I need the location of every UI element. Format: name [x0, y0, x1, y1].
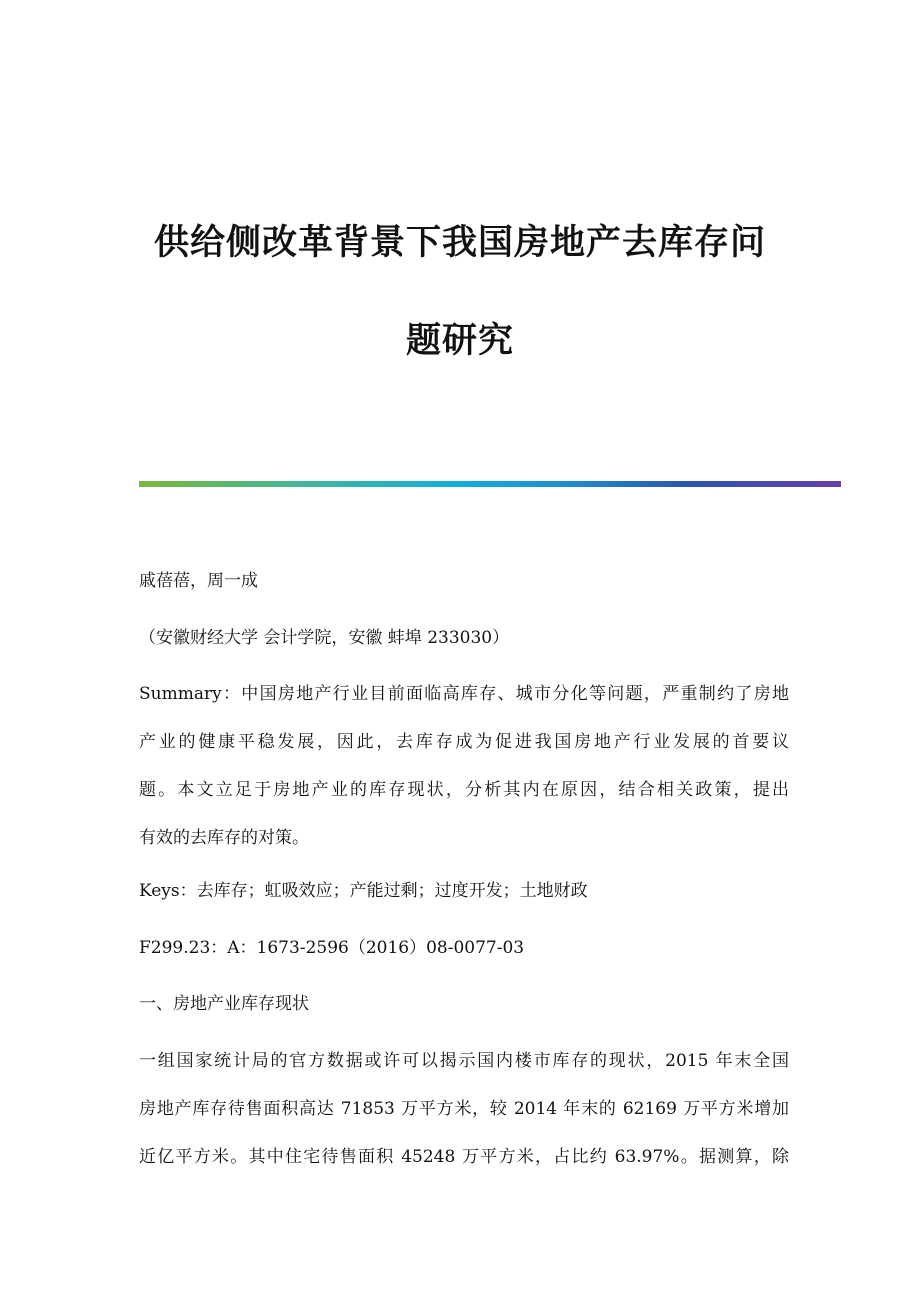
body-line: 房地产库存待售面积高达 71853 万平方米，较 2014 年末的 62169 万平方米增加	[139, 1099, 789, 1119]
keywords: Keys：去库存；虹吸效应；产能过剩；过度开发；土地财政	[139, 881, 588, 901]
paper-title-line-2: 题研究	[405, 320, 514, 361]
title-divider	[139, 481, 841, 487]
section-body-paragraph	[139, 1050, 789, 1168]
authors: 戚蓓蓓，周一成	[139, 571, 258, 591]
summary-paragraph	[139, 683, 789, 849]
body-line: 一组国家统计局的官方数据或许可以揭示国内楼市库存的现状，2015 年末全国	[139, 1051, 789, 1071]
classification-code: F299.23：A：1673-2596（2016）08-0077-03	[139, 938, 525, 958]
affiliation: （安徽财经大学 会计学院，安徽 蚌埠 233030）	[139, 628, 510, 648]
section-heading: 一、房地产业库存现状	[139, 994, 309, 1014]
body-line: 近亿平方米。其中住宅待售面积 45248 万平方米，占比约 63.97%。据测算，除	[139, 1147, 789, 1167]
summary-line: 有效的去库存的对策。	[139, 828, 309, 848]
summary-line: Summary：中国房地产行业目前面临高库存、城市分化等问题，严重制约了房地	[139, 684, 789, 704]
paper-title-line-1: 供给侧改革背景下我国房地产去库存问	[153, 222, 766, 263]
summary-line: 产业的健康平稳发展，因此，去库存成为促进我国房地产行业发展的首要议	[139, 732, 789, 752]
summary-line: 题。本文立足于房地产业的库存现状，分析其内在原因，结合相关政策，提出	[139, 780, 789, 800]
